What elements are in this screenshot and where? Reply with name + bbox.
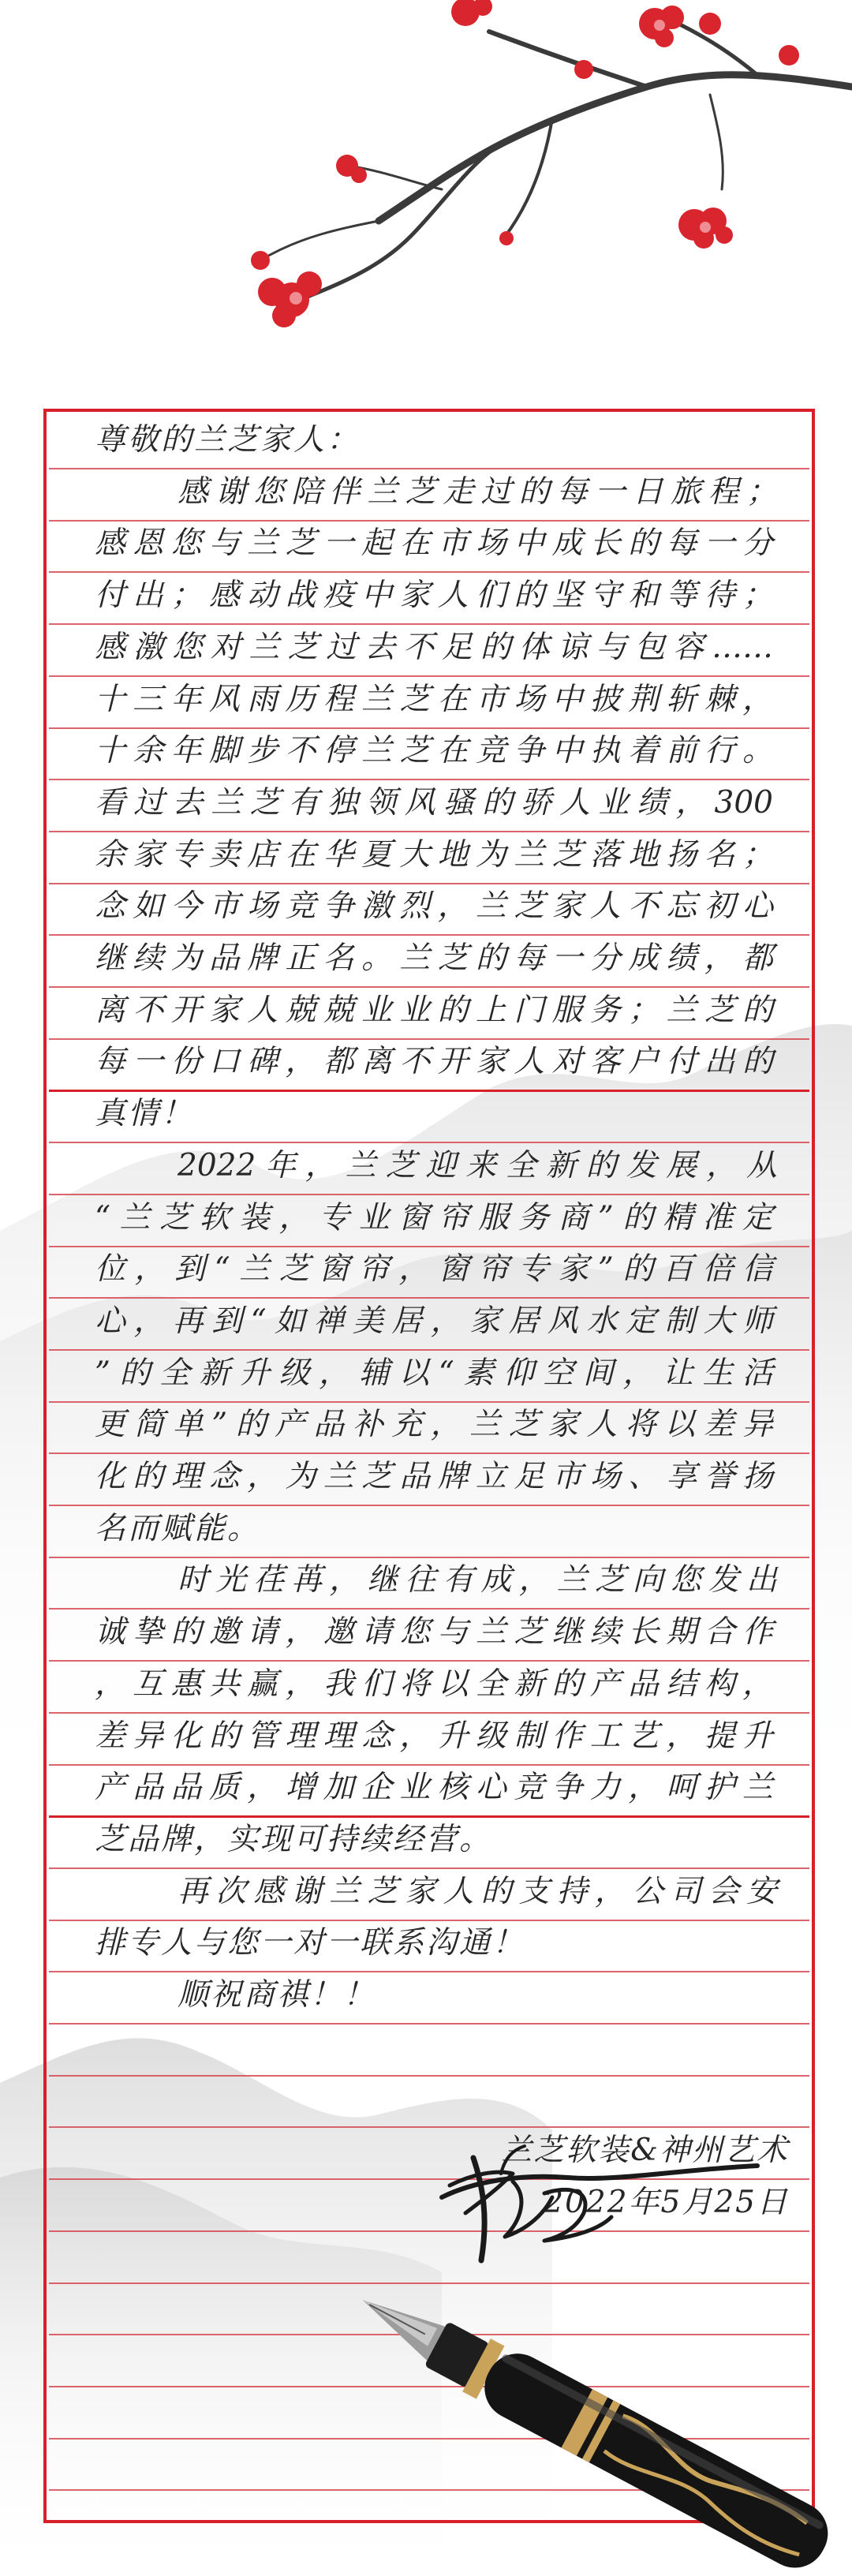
ruled-line — [49, 1246, 809, 1247]
ruled-line — [49, 1505, 809, 1506]
ruled-line — [49, 1453, 809, 1454]
ruled-line — [49, 1038, 809, 1040]
ruled-line — [49, 986, 809, 988]
letter-line: 芝品牌，实现可持续经营。 — [95, 1821, 493, 1857]
ruled-line — [49, 1557, 809, 1558]
letter-line: 2022年，兰芝迎来全新的发展，从 — [178, 1147, 777, 1183]
ruled-line — [49, 883, 809, 884]
ruled-line — [49, 1194, 809, 1195]
ruled-line — [49, 1971, 809, 1972]
letter-line: 感谢您陪伴兰芝走过的每一日旅程； — [178, 473, 777, 510]
letter-line: 位，到“兰芝窗帘，窗帘专家”的百倍信 — [95, 1251, 773, 1288]
letter-line: 顺祝商祺！！ — [178, 1977, 377, 2013]
letter-line: “兰芝软装，专业窗帘服务商”的精准定 — [95, 1199, 773, 1236]
ruled-line — [49, 520, 809, 522]
letter-line: 名而赋能。 — [95, 1510, 261, 1546]
letter-line: 继续为品牌正名。兰芝的每一分成绩，都 — [95, 940, 773, 976]
ruled-line — [49, 831, 809, 832]
ruled-line — [49, 1868, 809, 1869]
letter-line: 付出；感动战疫中家人们的坚守和等待； — [95, 578, 773, 614]
ruled-line — [49, 571, 809, 573]
ruled-line — [49, 2075, 809, 2077]
letter-line: 感恩您与兰芝一起在市场中成长的每一分 — [95, 525, 773, 562]
letter-line: 兰芝软装&神州艺术 — [501, 2133, 789, 2169]
ruled-line — [49, 1297, 809, 1299]
letter-line: 每一份口碑，都离不开家人对客户付出的 — [95, 1044, 773, 1080]
ruled-line — [49, 1712, 809, 1714]
ruled-line — [49, 1764, 809, 1766]
letter-line: 感激您对兰芝过去不足的体谅与包容…… — [95, 629, 773, 665]
letter-line: 余家专卖店在华夏大地为兰芝落地扬名； — [95, 836, 773, 873]
plum-blossom-branch-icon — [0, 0, 852, 363]
letter-line: ，互惠共赢，我们将以全新的产品结构， — [95, 1666, 773, 1702]
ruled-line — [49, 727, 809, 729]
letter-line: 再次感谢兰芝家人的支持，公司会安 — [178, 1873, 777, 1909]
letter-line: 真情！ — [95, 1096, 195, 1132]
ruled-line — [49, 1608, 809, 1610]
letter-line: 产品品质，增加企业核心竞争力，呵护兰 — [95, 1770, 773, 1806]
ruled-line — [49, 1349, 809, 1351]
letter-line: ”的全新升级，辅以“素仰空间，让生活 — [95, 1355, 773, 1391]
letter-line: 排专人与您一对一联系沟通！ — [95, 1925, 526, 1961]
letter-line: 诚挚的邀请，邀请您与兰芝继续长期合作 — [95, 1614, 773, 1651]
letter-line: 心，再到“如禅美居，家居风水定制大师 — [95, 1303, 773, 1339]
letter-line: 十余年脚步不停兰芝在竞争中执着前行。 — [95, 733, 773, 769]
letter-line: 时光荏苒，继往有成，兰芝向您发出 — [178, 1562, 777, 1598]
ruled-line — [49, 1660, 809, 1662]
letter-line: 十三年风雨历程兰芝在市场中披荆斩棘， — [95, 681, 773, 717]
ruled-line — [49, 623, 809, 625]
letter-line: 差异化的管理理念，升级制作工艺，提升 — [95, 1718, 773, 1754]
letter-line: 离不开家人兢兢业业的上门服务；兰芝的 — [95, 992, 773, 1028]
fountain-pen-icon — [316, 2272, 852, 2576]
letter-line: 更简单”的产品补充，兰芝家人将以差异 — [95, 1407, 773, 1443]
ruled-line — [49, 1920, 809, 1921]
ruled-line — [49, 468, 809, 469]
handwritten-signature-icon — [426, 2126, 765, 2268]
letter-line: 尊敬的兰芝家人： — [95, 422, 361, 458]
ruled-line — [49, 2023, 809, 2025]
ruled-line — [49, 675, 809, 677]
ruled-line — [49, 1142, 809, 1143]
letter-line: 2022年5月25日 — [544, 2184, 789, 2220]
letter-line: 念如今市场竞争激烈，兰芝家人不忘初心 — [95, 888, 773, 925]
letter-line: 看过去兰芝有独领风骚的骄人业绩，300 — [95, 784, 773, 821]
ruled-line — [49, 934, 809, 936]
letter-line: 化的理念，为兰芝品牌立足市场、享誉扬 — [95, 1459, 773, 1494]
ruled-line — [49, 779, 809, 780]
ruled-line — [49, 1401, 809, 1403]
